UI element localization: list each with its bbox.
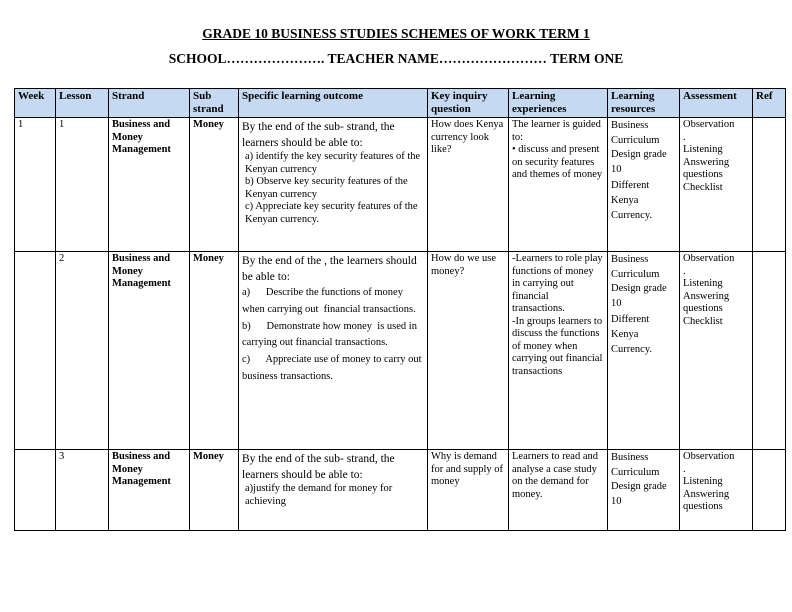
table-row bbox=[15, 118, 786, 252]
ref-cell bbox=[753, 450, 786, 531]
inquiry-cell: Why is demand for and supply of money bbox=[428, 450, 509, 531]
column-header: Ref bbox=[753, 89, 786, 118]
outcome-cell bbox=[239, 450, 428, 531]
lesson-cell: 3 bbox=[56, 450, 109, 531]
column-header: Strand bbox=[109, 89, 190, 118]
column-header: Week bbox=[15, 89, 56, 118]
table-row bbox=[15, 450, 786, 531]
scheme-table bbox=[14, 88, 786, 531]
strand-cell: Business and Money Management bbox=[109, 450, 190, 531]
ref-cell bbox=[753, 118, 786, 252]
assessment-line: Checklist bbox=[683, 315, 723, 327]
column-header: Lesson bbox=[56, 89, 109, 118]
outcome-item: a) Describe the functions of money when carrying out financial transactions. bbox=[242, 287, 416, 315]
outcome-item: c) Appreciate key security features of the Kenyan currency. bbox=[245, 201, 418, 225]
assessment-line: Answering questions bbox=[683, 488, 730, 512]
resource-line: Business Curriculum Design grade 10 bbox=[611, 120, 667, 175]
resources-cell bbox=[608, 118, 680, 252]
strand-cell: Business and Money Management bbox=[109, 252, 190, 450]
week-cell bbox=[15, 450, 56, 531]
ref-cell bbox=[753, 252, 786, 450]
assessment-line: Listening bbox=[683, 278, 723, 289]
substrand-cell: Money bbox=[190, 118, 239, 252]
week-cell: 1 bbox=[15, 118, 56, 252]
experience-line: • discuss and present on security features and themes of money bbox=[512, 144, 603, 180]
outcome-intro: By the end of the sub- strand, the learners should be able to: bbox=[242, 121, 395, 149]
experience-cell bbox=[509, 118, 608, 252]
strand-cell: Business and Money Management bbox=[109, 118, 190, 252]
column-header: Key inquiry question bbox=[428, 89, 509, 118]
experience-cell bbox=[509, 252, 608, 450]
column-header: Assessment bbox=[680, 89, 753, 118]
assessment-line: Listening bbox=[683, 144, 723, 155]
table-header-row bbox=[15, 89, 786, 118]
assessment-line: Checklist bbox=[683, 181, 723, 193]
resource-line: Business Curriculum Design grade 10 bbox=[611, 452, 667, 507]
assessment-line: Observation bbox=[683, 451, 735, 462]
outcome-item: a)justify the demand for money for achieving bbox=[245, 483, 393, 507]
outcome-cell bbox=[239, 252, 428, 450]
outcome-intro: By the end of the , the learners should be able to: bbox=[242, 255, 417, 283]
page-title: GRADE 10 BUSINESS STUDIES SCHEMES OF WORK TERM 1 bbox=[202, 26, 590, 41]
resource-line: Business Curriculum Design grade 10 bbox=[611, 254, 667, 309]
experience-line: -In groups learners to discuss the functions of money when carrying out financial transactions bbox=[512, 315, 603, 377]
lesson-cell: 1 bbox=[56, 118, 109, 252]
inquiry-cell: How does Kenya currency look like? bbox=[428, 118, 509, 252]
outcome-intro: By the end of the sub- strand, the learners should be able to: bbox=[242, 453, 395, 481]
substrand-cell: Money bbox=[190, 252, 239, 450]
resource-line: Different Kenya Currency. bbox=[611, 314, 653, 355]
assessment-line: Answering questions bbox=[683, 156, 730, 180]
outcome-item: a) identify the key security features of the Kenyan currency bbox=[245, 151, 421, 175]
substrand-cell: Money bbox=[190, 450, 239, 531]
outcome-item: b) Demonstrate how money is used in carrying out financial transactions. bbox=[242, 320, 420, 349]
outcome-item: c) Appreciate use of money to carry out business transactions. bbox=[242, 354, 425, 382]
assessment-line: Listening bbox=[683, 476, 723, 487]
table-row bbox=[15, 252, 786, 450]
assessment-line: Observation bbox=[683, 119, 735, 130]
resource-line: Different Kenya Currency. bbox=[611, 180, 653, 221]
lesson-cell: 2 bbox=[56, 252, 109, 450]
resources-cell bbox=[608, 252, 680, 450]
column-header: Sub strand bbox=[190, 89, 239, 118]
assessment-line: Observation bbox=[683, 253, 735, 264]
assessment-line: . bbox=[683, 131, 686, 143]
column-header: Specific learning outcome bbox=[239, 89, 428, 118]
week-cell bbox=[15, 252, 56, 450]
column-header: Learning experiences bbox=[509, 89, 608, 118]
experience-line: Learners to read and analyse a case study on the demand for money. bbox=[512, 451, 598, 500]
inquiry-cell: How do we use money? bbox=[428, 252, 509, 450]
assessment-line: Answering questions bbox=[683, 290, 730, 314]
page-subtitle: SCHOOL…………………. TEACHER NAME…………………… TERM ONE bbox=[168, 51, 624, 66]
experience-line: The learner is guided to: bbox=[512, 119, 601, 143]
resources-cell bbox=[608, 450, 680, 531]
experience-line: -Learners to role play functions of money in carrying out financial transactions. bbox=[512, 253, 603, 314]
assessment-cell bbox=[680, 118, 753, 252]
experience-cell bbox=[509, 450, 608, 531]
outcome-cell bbox=[239, 118, 428, 252]
assessment-line: . bbox=[683, 463, 686, 475]
assessment-cell bbox=[680, 252, 753, 450]
assessment-cell bbox=[680, 450, 753, 531]
assessment-line: . bbox=[683, 265, 686, 277]
column-header: Learning resources bbox=[608, 89, 680, 118]
outcome-item: b) Observe key security features of the Kenyan currency bbox=[245, 176, 408, 200]
